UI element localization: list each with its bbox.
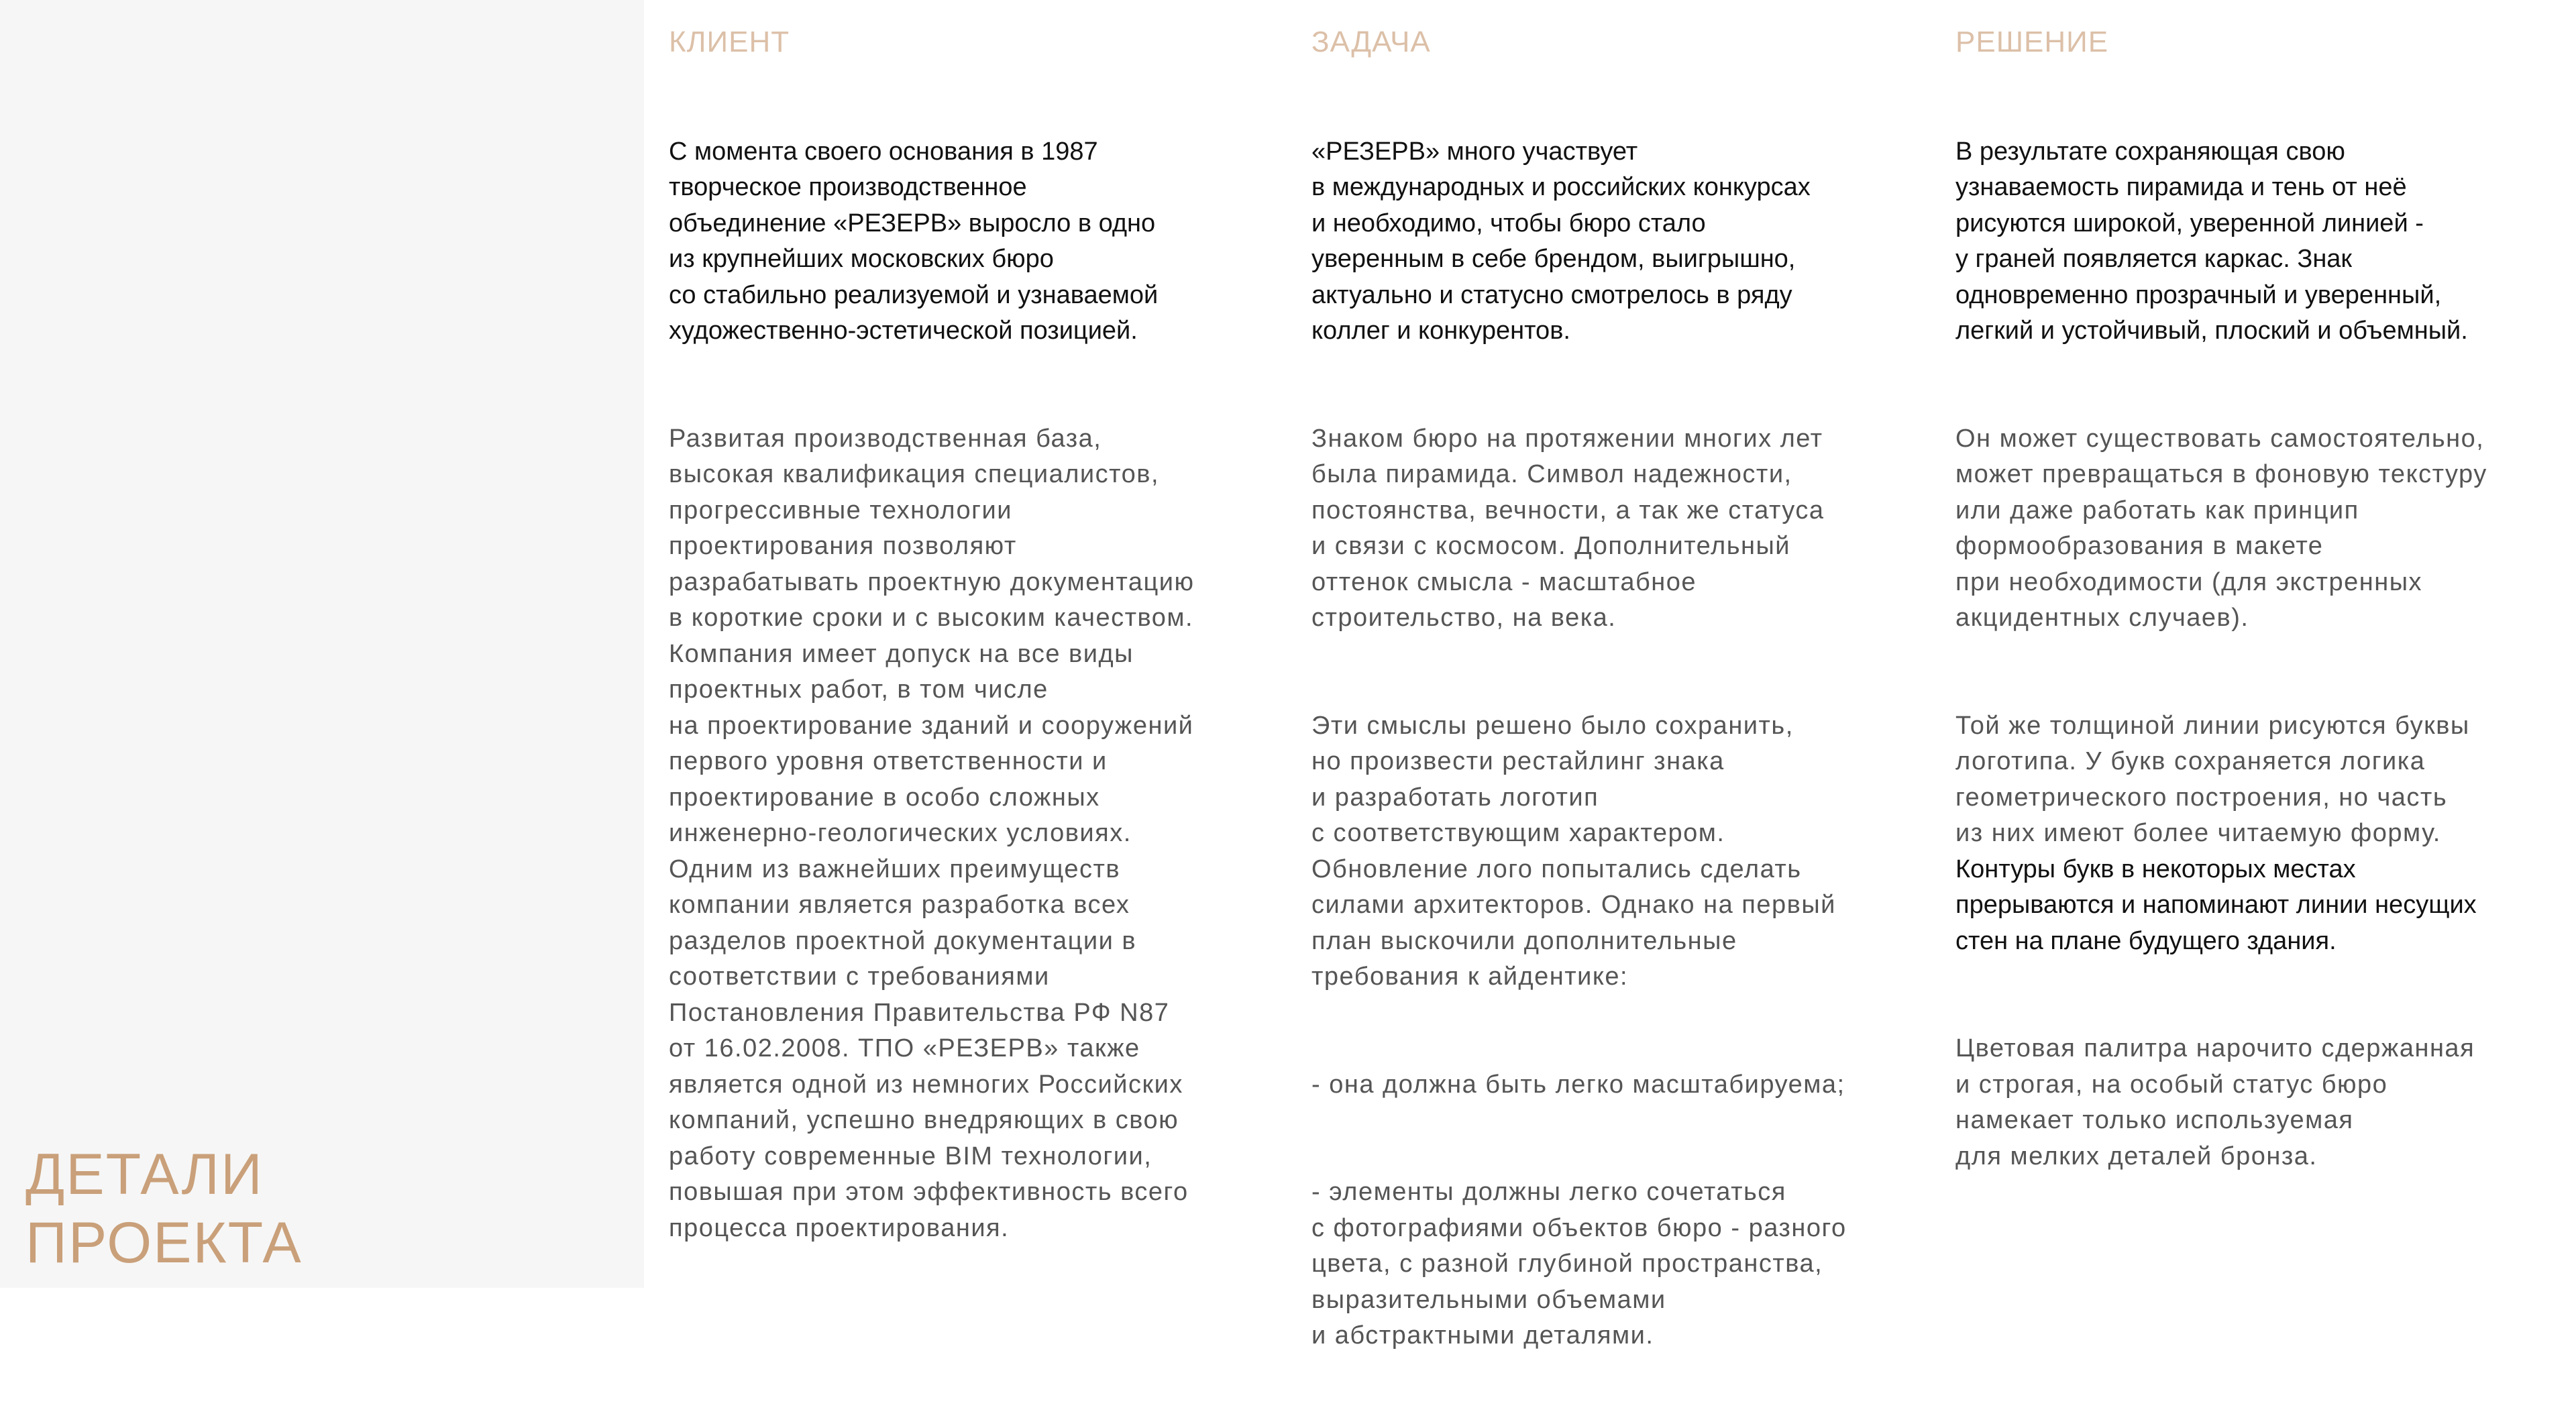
- paragraph: Развитая производственная база, высокая квалификация специалистов, прогрессивные технологии проектирования позволяют разрабатывать проектную документацию в короткие сроки и с высоким качеством. Компания имеет допуск на все виды проектных работ, в том числе на проектирование зданий и сооружений первого уровня ответственности и проектирование в особо сложных инженерно-геологических условиях. Одним из важнейших преимуществ компании является разработка всех разделов проектной документации в соответствии с требованиями Постановления Правительства РФ N87 от 16.02.2008. ТПО «РЕЗЕРВ» также является одной из немногих Российских компаний, успешно внедряющих в свою работу современные BIM технологии, повышая при этом эффективность всего процесса проектирования.: [669, 424, 1195, 1242]
- paragraph: - она должна быть легко масштабируема;: [1311, 1070, 1845, 1099]
- column-heading: КЛИЕНТ: [669, 25, 790, 58]
- paragraph: [1955, 708, 2487, 960]
- paragraph: Цветовая палитра нарочито сдержанная и строгая, на особый статус бюро намекает только используемая для мелких деталей бронза.: [1955, 1034, 2475, 1170]
- paragraph: «РЕЗЕРВ» много участвует в международных и российских конкурсах и необходимо, чтобы бюро стало уверенным в себе брендом, выигрышно, актуально и статусно смотрелось в ряду коллег и конкурентов.: [1311, 137, 1811, 345]
- paragraph: Он может существовать самостоятельно, может превращаться в фоновую текстуру или даже работать как принцип формообразования в макете при необходимости (для экстренных акцидентных случаев).: [1955, 424, 2487, 632]
- paragraph-gray-part: Той же толщиной линии рисуются буквы логотипа. У букв сохраняется логика геометрического построения, но часть из них имеют более читаемую форму.: [1955, 711, 2470, 847]
- paragraph: Знаком бюро на протяжении многих лет была пирамида. Символ надежности, постоянства, вечности, а так же статуса и связи с космосом. Дополнительный оттенок смысла - масштабное строительство, на века.: [1311, 424, 1825, 632]
- paragraph: Эти смыслы решено было сохранить, но произвести рестайлинг знака и разработать логотип с соответствующим характером. Обновление лого попытались сделать силами архитекторов. Однако на первый план выскочили дополнительные требования к айдентике:: [1311, 711, 1836, 991]
- paragraph: С момента своего основания в 1987 творческое производственное объединение «РЕЗЕРВ» выросло в одно из крупнейших московских бюро со стабильно реализуемой и узнаваемой художественно-эстетической позицией.: [669, 137, 1159, 345]
- section-title: ДЕТАЛИ ПРОЕКТА: [25, 1142, 303, 1275]
- paragraph: В результате сохраняющая свою узнаваемость пирамида и тень от неё рисуются широкой, уверенной линией - у граней появляется каркас. Знак одновременно прозрачный и уверенный, легкий и устойчивый, плоский и объемный.: [1955, 137, 2468, 345]
- side-panel: [0, 0, 644, 1288]
- column-heading: РЕШЕНИЕ: [1955, 25, 2109, 58]
- paragraph: - элементы должны легко сочетаться с фотографиями объектов бюро - разного цвета, с разной глубиной пространства, выразительными объемами и абстрактными деталями.: [1311, 1178, 1847, 1350]
- paragraph-dark-part: Контуры букв в некоторых местах прерываются и напоминают линии несущих стен на плане будущего здания.: [1955, 855, 2477, 955]
- column-heading: ЗАДАЧА: [1311, 25, 1431, 58]
